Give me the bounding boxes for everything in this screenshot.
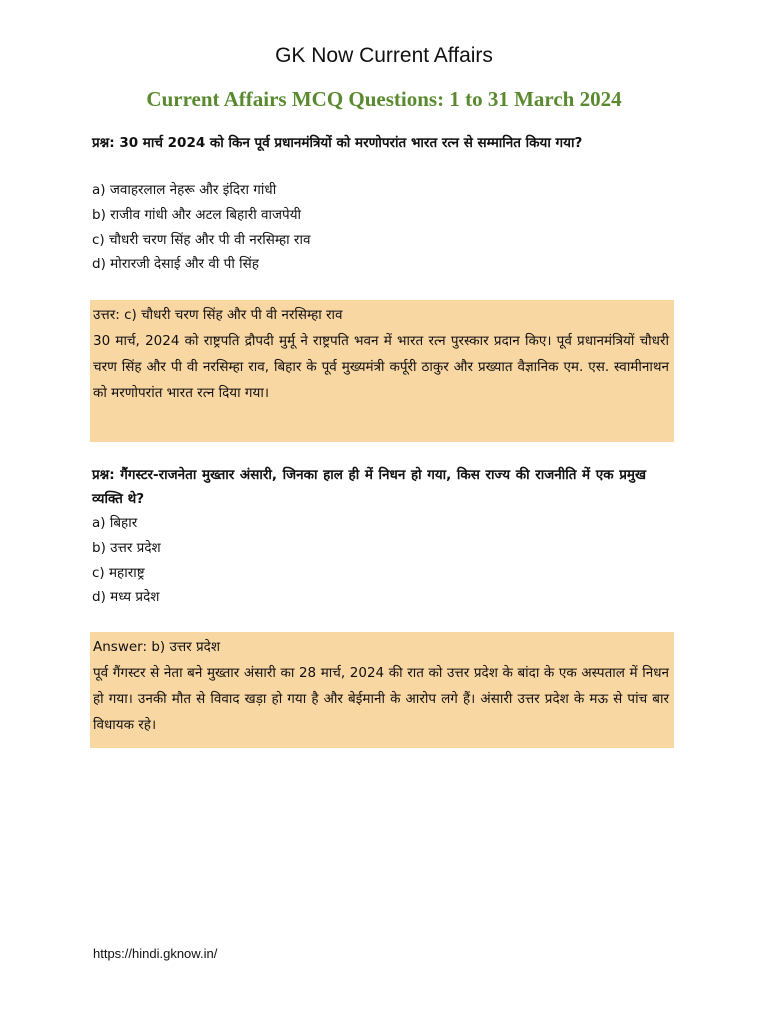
question-2-options [92, 511, 652, 610]
answer-box-1 [90, 300, 674, 442]
explanation-2: पूर्व गैंगस्टर से नेता बने मुख्तार अंसारी का 28 मार्च, 2024 की रात को उत्तर प्रदेश के बांदा के एक अस्पताल में निधन हो गया। उनकी मौत से विवाद खड़ा हो गया है और बेईमानी के आरोप लगे हैं। अंसारी उत्तर प्रदेश के मऊ से पांच बार विधायक रहे। [93, 665, 669, 733]
option-a: a) बिहार [92, 515, 138, 531]
option-b: b) राजीव गांधी और अटल बिहारी वाजपेयी [92, 206, 302, 223]
option-c: c) महाराष्ट्र [92, 564, 145, 581]
question-1: प्रश्न: 30 मार्च 2024 को किन पूर्व प्रधानमंत्रियों को मरणोपरांत भारत रत्न से सम्मानित किया गया? [92, 135, 583, 151]
answer-2: Answer: b) उत्तर प्रदेश [93, 639, 221, 655]
explanation-1: 30 मार्च, 2024 को राष्ट्रपति द्रौपदी मुर्मू ने राष्ट्रपति भवन में भारत रत्न पुरस्कार प्रदान किए। पूर्व प्रधानमंत्रियों चौधरी चरण सिंह और पी वी नरसिम्हा राव, बिहार के पूर्व मुख्यमंत्री कर्पूरी ठाकुर और प्रख्यात वैज्ञानिक एम. एस. स्वामीनाथन को मरणोपरांत भारत रत्न दिया गया। [93, 333, 669, 401]
question-1-options [92, 178, 652, 277]
answer-box-2 [90, 632, 674, 748]
question-2: प्रश्न: गैंगस्टर-राजनेता मुख्तार अंसारी, जिनका हाल ही में निधन हो गया, किस राज्य की राजनीति में एक प्रमुख व्यक्ति थे? [92, 467, 646, 507]
option-d: d) मध्य प्रदेश [92, 589, 160, 606]
option-d: d) मोरारजी देसाई और वी पी सिंह [92, 256, 259, 273]
option-b: b) उत्तर प्रदेश [92, 539, 161, 556]
page-title: Current Affairs MCQ Questions: 1 to 31 March 2024 [146, 87, 622, 111]
footer-link[interactable]: https://hindi.gknow.in/ [93, 946, 218, 961]
option-c: c) चौधरी चरण सिंह और पी वी नरसिम्हा राव [92, 231, 311, 248]
option-a: a) जवाहरलाल नेहरू और इंदिरा गांधी [92, 182, 277, 198]
site-header: GK Now Current Affairs [275, 44, 493, 67]
answer-1: उत्तर: c) चौधरी चरण सिंह और पी वी नरसिम्हा राव [93, 307, 343, 323]
